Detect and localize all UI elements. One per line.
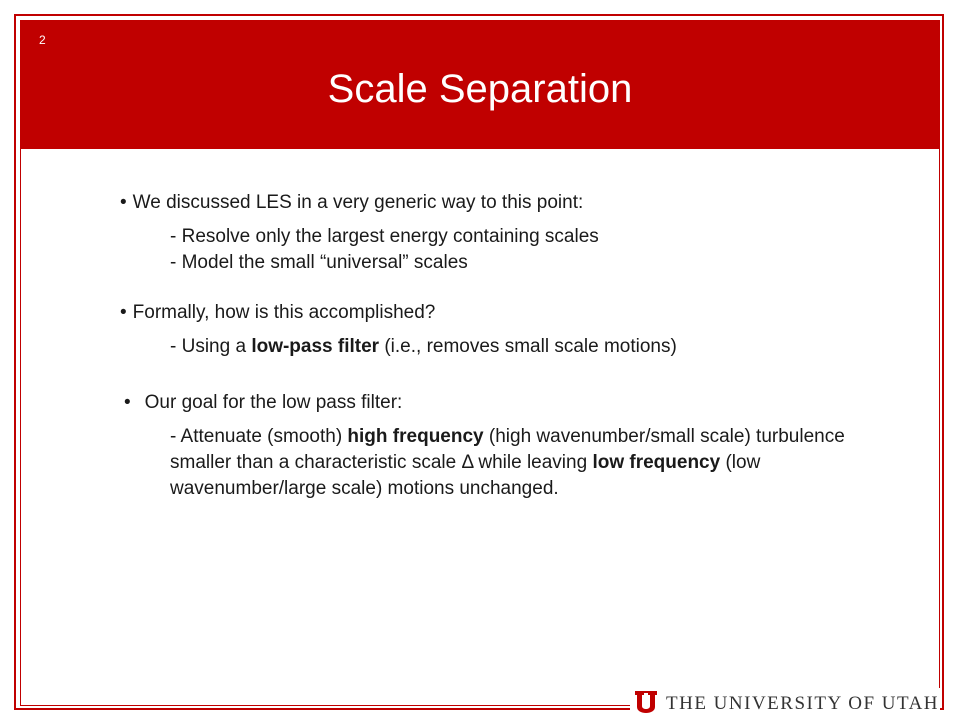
text-run: (high wavenumber/small scale) turbulence smaller than a characteristic scale Δ while leaving [170, 426, 845, 473]
bullet-2-text: Formally, how is this accomplished? [132, 302, 436, 323]
slide-header [21, 21, 939, 149]
bullet-1 [120, 190, 900, 216]
bullet-3 [120, 390, 900, 416]
university-name: THE UNIVERSITY OF UTAH [666, 693, 940, 714]
slide-number: 2 [39, 33, 46, 47]
bullet-2 [120, 300, 900, 326]
bullet-2-sub-1 [170, 334, 900, 360]
bold-text-run: high frequency [347, 426, 484, 447]
bullet-dot: • [120, 192, 127, 213]
bullet-3-text: Our goal for the low pass filter: [144, 392, 403, 413]
bullet-dot: • [124, 392, 131, 413]
university-logo [630, 688, 940, 718]
bullet-1-text: We discussed LES in a very generic way to this point: [132, 192, 584, 213]
slide-title: Scale Separation [327, 67, 633, 111]
bold-text-run: low-pass filter [251, 336, 380, 357]
text-run: - Attenuate (smooth) [170, 426, 348, 447]
slide-content [120, 190, 900, 502]
text-run: - Using a [170, 336, 252, 357]
text-run: (low wavenumber/large scale) motions unchanged. [170, 452, 761, 499]
bullet-dot: • [120, 302, 127, 323]
text-run: (i.e., removes small scale motions) [379, 336, 677, 357]
bullet-1-sub-1: - Resolve only the largest energy containing scales [170, 226, 599, 247]
bullet-3-sub-1 [170, 424, 900, 502]
bullet-1-sub-2: - Model the small “universal” scales [170, 252, 468, 273]
block-u-icon [634, 691, 658, 717]
bold-text-run: low frequency [592, 452, 721, 473]
